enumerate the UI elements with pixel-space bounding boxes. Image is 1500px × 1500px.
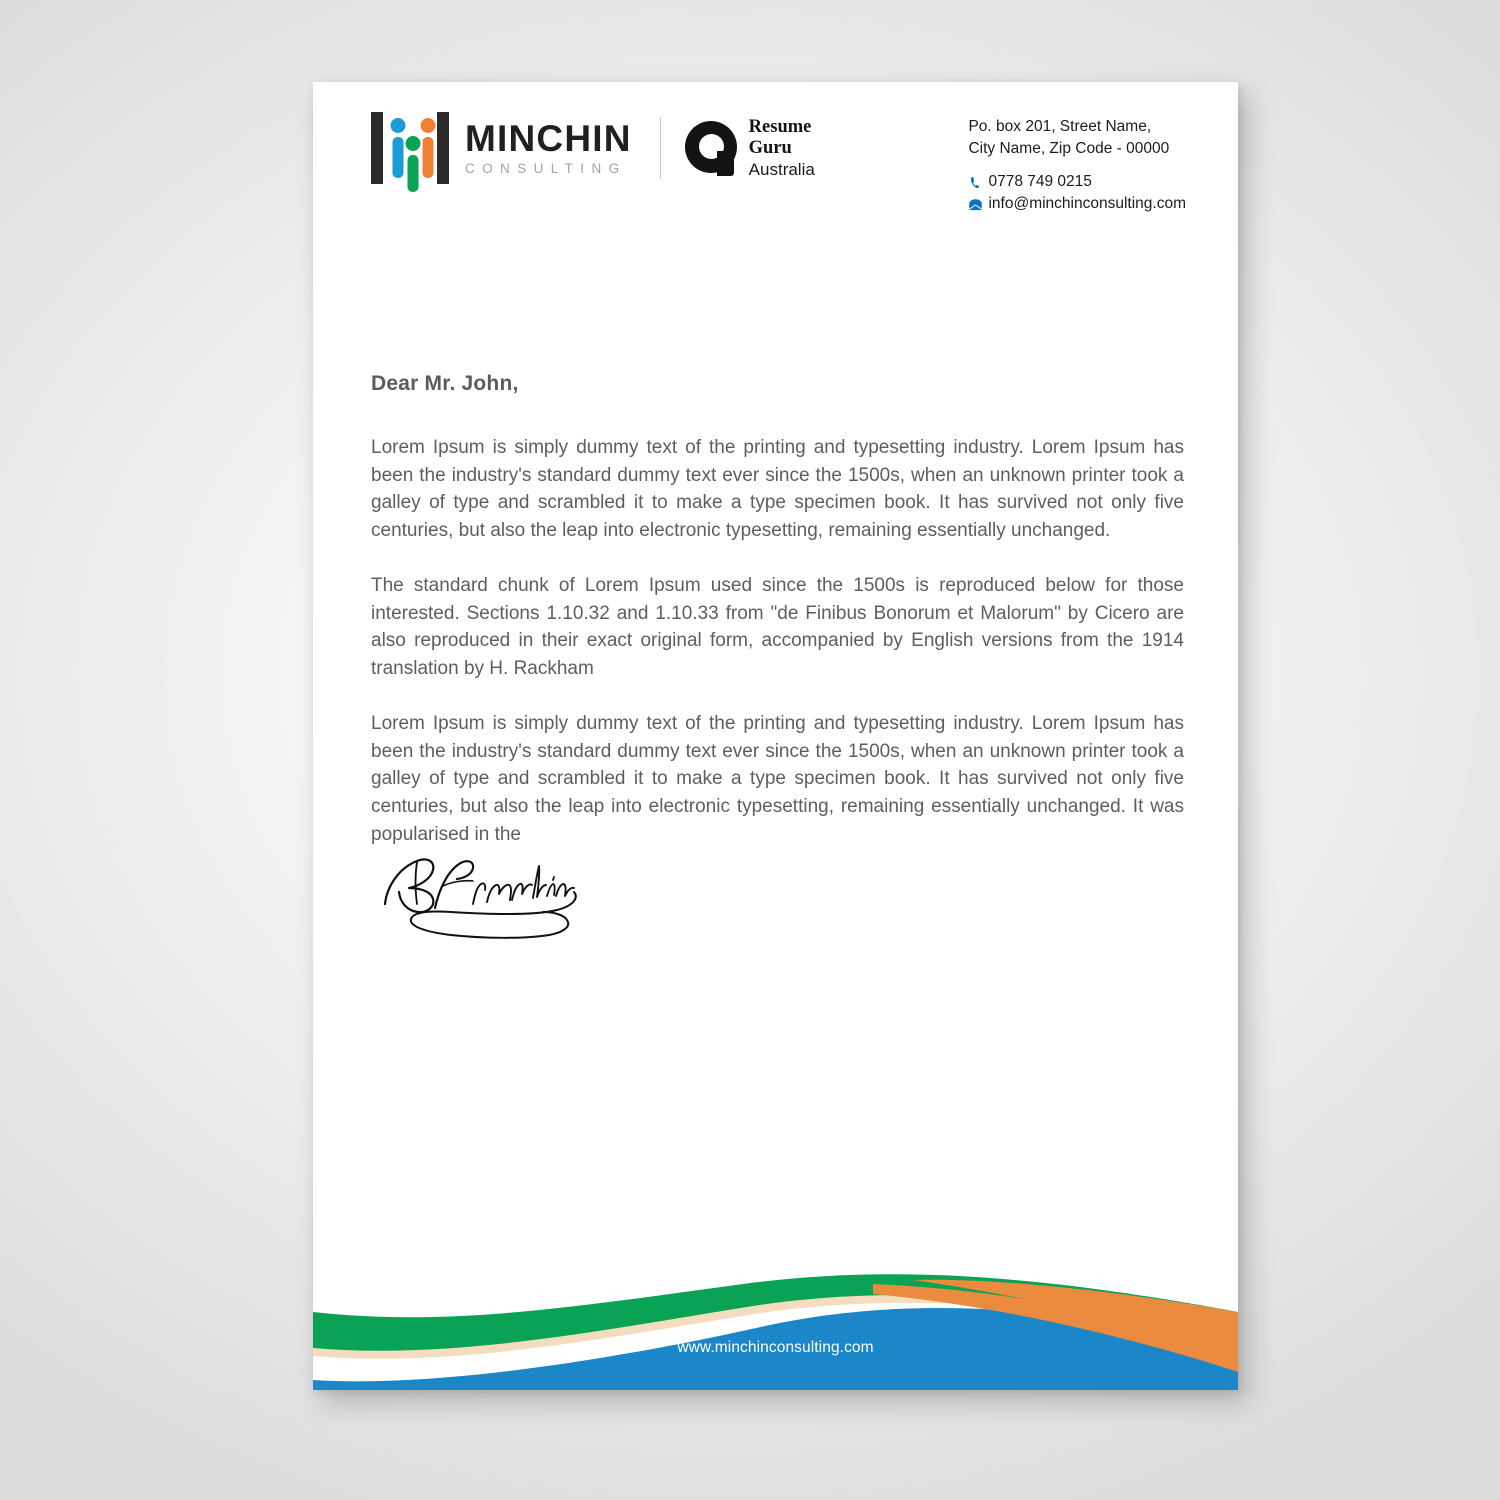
contact-block [968,112,1186,217]
phone-number: 0778 749 0215 [988,173,1092,190]
footer-wave-graphic [313,1260,1238,1390]
logo-figure-orange-body [422,137,433,178]
address-line-1: Po. box 201, Street Name, [968,118,1152,135]
logo-figure-blue-body [392,137,403,178]
logo-figure-green-head [405,136,420,151]
letter-body [371,372,1184,848]
footer-url[interactable]: www.minchinconsulting.com [677,1339,874,1356]
contact-rows [968,173,1186,213]
address-line-2: City Name, Zip Code - 00000 [968,140,1170,157]
address-block [968,116,1186,160]
partner-text [749,117,815,178]
logo-figure-orange [420,118,435,178]
brand-divider [660,117,661,179]
letterhead-header [313,82,1238,217]
logo-bar-left [371,112,383,184]
partner-line2: Guru [748,137,792,158]
logo-figure-green [405,136,420,192]
phone-row[interactable] [968,173,1186,191]
body-paragraph-1: Lorem Ipsum is simply dummy text of the printing and typesetting industry. Lorem Ipsum has been the industry's standard dummy text ever since the 1500s, when an unknown printer took a galley of type and scrambled it to make a type specimen book. It has survived not only five centuries, but also the leap into electronic typesetting, remaining essentially unchanged. [371,437,1184,541]
salutation: Dear Mr. John, [371,372,519,395]
signature [373,842,583,952]
ring-tail [717,151,734,176]
email-row[interactable] [968,195,1186,213]
logo-bar-right [437,112,449,184]
partner-lockup [685,117,815,178]
letterhead-page [313,82,1238,1390]
envelope-icon [968,198,988,211]
partner-line3: Australia [748,159,815,179]
logo-figure-blue-head [390,118,405,133]
logo-figure-orange-head [420,118,435,133]
resume-guru-ring-icon [685,121,737,176]
body-paragraph-2: The standard chunk of Lorem Ipsum used since the 1500s is reproduced below for those interested. Sections 1.10.32 and 1.10.33 from "de Finibus Bonorum et Malorum" by Cicero are also reproduced in their exact original form, accompanied by English versions from the 1914 translation by H. Rackham [371,575,1184,679]
logo-figure-blue [390,118,405,178]
brand-name: MINCHIN [465,118,632,160]
brand-subtitle: CONSULTING [465,161,627,177]
logo-figure-green-body [407,155,418,192]
letterhead-page-shadow [313,82,1238,1390]
partner-line1: Resume [748,117,812,138]
phone-icon [968,175,988,190]
three-people-bars-icon [371,112,449,184]
body-paragraph-3: Lorem Ipsum is simply dummy text of the printing and typesetting industry. Lorem Ipsum has been the industry's standard dummy text ever since the 1500s, when an unknown printer took a galley of type and scrambled it to make a type specimen book. It has survived not only five centuries, but also the leap into electronic typesetting, remaining essentially unchanged. It was popularised in the [371,713,1184,845]
email-address: info@minchinconsulting.com [988,195,1186,212]
brand-lockup [371,112,815,184]
brand-wordmark [465,120,632,176]
